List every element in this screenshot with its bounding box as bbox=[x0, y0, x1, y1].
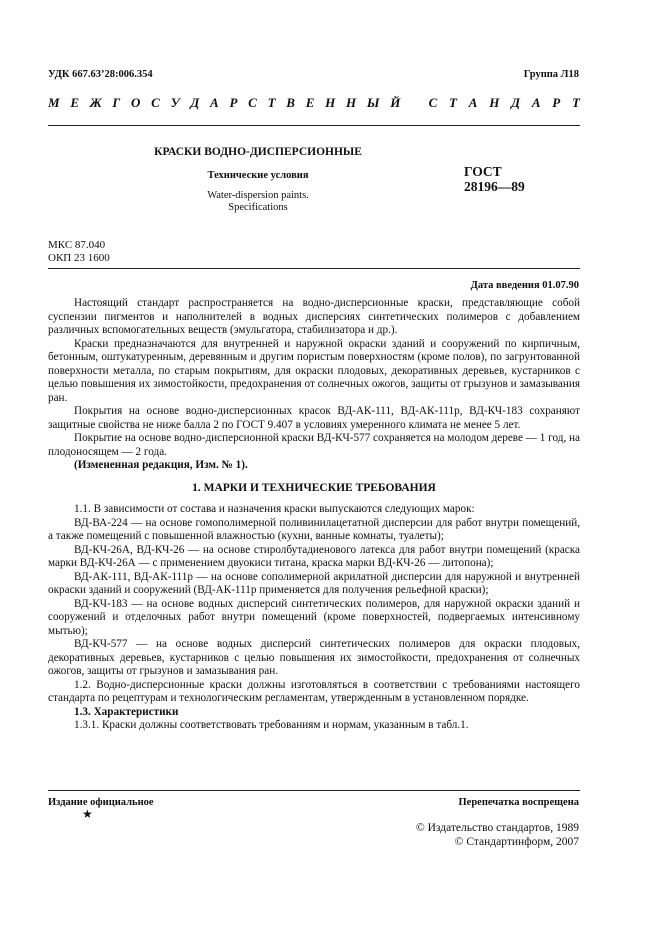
banner-letter: Й bbox=[390, 95, 401, 110]
banner-letter: Г bbox=[112, 95, 121, 110]
star-icon: ★ bbox=[82, 807, 93, 821]
intro-paragraph: Краски предназначаются для внутренней и наружной окраски зданий и сооружений по кирпичным, бетонным, оштукатуренным, деревянным и другим пористым поверхностям (кроме полов), по загрунтованной поверхности металла, по старым покрытиям, для окраски плодовых, декоративных деревьев, кустарников с целью повышения их зимостойкости, предохранения от солнечных ожогов, защиты от грызунов и замазывания ран. bbox=[48, 337, 580, 404]
banner-letter: Н bbox=[325, 95, 336, 110]
gost-number: 28196—89 bbox=[464, 179, 525, 194]
amendment-note: (Измененная редакция, Изм. № 1). bbox=[74, 459, 248, 471]
udk-code: УДК 667.63’28:006.354 bbox=[48, 69, 153, 80]
document-subtitle: Технические условия bbox=[207, 169, 309, 181]
copyright-line: © Издательство стандартов, 1989 bbox=[415, 822, 579, 834]
english-title-line2: Specifications bbox=[228, 202, 288, 213]
clause-1-3-heading: 1.3. Характеристики bbox=[74, 705, 179, 718]
banner-letter: А bbox=[210, 95, 219, 110]
banner-letter: Т bbox=[572, 95, 580, 110]
banner-letter: Т bbox=[449, 95, 457, 110]
banner-letter: А bbox=[468, 95, 478, 110]
spaced-letters-left bbox=[48, 96, 401, 110]
group-code: Группа Л18 bbox=[523, 69, 579, 80]
banner-letter: А bbox=[531, 95, 541, 110]
document-title: КРАСКИ ВОДНО-ДИСПЕРСИОННЫЕ bbox=[154, 146, 362, 158]
introduction-date: Дата введения 01.07.90 bbox=[470, 280, 579, 291]
banner-letter: Н bbox=[346, 95, 357, 110]
official-edition-label: Издание официальное bbox=[48, 797, 154, 808]
banner-letter: В bbox=[286, 95, 295, 110]
clause-1-2: 1.2. Водно-дисперсионные краски должны изготовляться в соответствии с требованиями настоящего стандарта по рецептурам и технологическим регламентам, утвержденным в установленном порядке. bbox=[48, 678, 580, 704]
copyright-block bbox=[416, 822, 579, 849]
english-title bbox=[140, 190, 376, 214]
title-block bbox=[140, 146, 376, 214]
reprint-prohibited-label: Перепечатка воспрещена bbox=[458, 797, 579, 808]
english-title-line1: Water-dispersion paints. bbox=[207, 190, 309, 201]
standard-type-banner bbox=[48, 96, 580, 110]
mks-code: МКС 87.040 bbox=[48, 239, 106, 251]
banner-letter: С bbox=[248, 95, 257, 110]
codes-rule bbox=[48, 268, 580, 269]
intro-paragraph: Покрытие на основе водно-дисперсионной краски ВД-КЧ-577 сохраняется на молодом дереве — 1 год, на плодоносящем — 2 года. bbox=[48, 432, 580, 458]
clause-1-1: 1.1. В зависимости от состава и назначения краски выпускаются следующих марок: bbox=[74, 503, 475, 515]
okp-code: ОКП 23 1600 bbox=[48, 252, 110, 264]
banner-letter: С bbox=[428, 95, 438, 110]
footer-rule bbox=[48, 790, 580, 791]
header-rule bbox=[48, 125, 580, 126]
banner-letter: Д bbox=[511, 95, 521, 110]
banner-letter: Ы bbox=[366, 95, 380, 110]
intro-paragraph: Настоящий стандарт распространяется на водно-дисперсионные краски, представляющие собой суспензии пигментов и наполнителей в водных дисперсиях синтетических полимеров с добавлением различных вспомогательных веществ (эмульгатора, стабилизатора и др.). bbox=[48, 297, 580, 336]
spaced-letters-right bbox=[429, 96, 580, 110]
copyright-line: © Стандартинформ, 2007 bbox=[454, 835, 579, 848]
gost-designation bbox=[464, 164, 554, 194]
mark-item: ВД-КЧ-26А, ВД-КЧ-26 — на основе стиролбутадиенового латекса для работ внутри помещений (краска марки ВД-КЧ-26А — с применением двуокиси титана, краска марки ВД-КЧ-26 — литопона); bbox=[48, 543, 580, 569]
mark-item: ВД-АК-111, ВД-АК-111р — на основе сополимерной акрилатной дисперсии для наружной и внутренней окраски зданий и сооружений (ВД-АК-111р применяется для получения рельефной краски); bbox=[48, 570, 580, 596]
mark-item: ВД-ВА-224 — на основе гомополимерной поливинилацетатной дисперсии для работ внутри помещений, а также помещений с повышенной влажностью (кухни, ванные комнаты, туалеты); bbox=[48, 516, 580, 542]
classification-codes bbox=[48, 239, 110, 265]
banner-letter: У bbox=[170, 95, 180, 110]
banner-letter: Т bbox=[267, 95, 276, 110]
banner-letter: Н bbox=[489, 95, 500, 110]
clause-1-3-1: 1.3.1. Краски должны соответствовать требованиям и нормам, указанным в табл.1. bbox=[74, 719, 469, 731]
section-heading: 1. МАРКИ И ТЕХНИЧЕСКИЕ ТРЕБОВАНИЯ bbox=[192, 481, 436, 494]
document-body bbox=[48, 297, 580, 733]
banner-letter: Е bbox=[305, 95, 315, 110]
intro-paragraph: Покрытия на основе водно-дисперсионных красок ВД-АК-111, ВД-АК-111р, ВД-КЧ-183 сохраняют защитные свойства не ниже балла 2 по ГОСТ 9.407 в условиях умеренного климата не менее 5 лет. bbox=[48, 405, 580, 431]
banner-letter: О bbox=[131, 95, 141, 110]
mark-item: ВД-КЧ-577 — на основе водных дисперсий синтетических полимеров для окраски плодовых, декоративных деревьев, кустарников с целью повышения их зимостойкости, предохранения от солнечных ожогов, защиты от грызунов и замазывания ран. bbox=[48, 638, 580, 677]
banner-letter: Р bbox=[552, 95, 561, 110]
gost-label: ГОСТ bbox=[464, 164, 502, 179]
banner-letter: М bbox=[48, 95, 60, 110]
banner-letter: Ж bbox=[89, 95, 102, 110]
banner-letter: Д bbox=[190, 95, 200, 110]
banner-letter: С bbox=[151, 95, 160, 110]
banner-letter: Р bbox=[229, 95, 238, 110]
banner-letter: Е bbox=[70, 95, 79, 110]
mark-item: ВД-КЧ-183 — на основе водных дисперсий синтетических полимеров, для наружной окраски зданий и сооружений и отделочных работ внутри помещений (кроме поверхностей, подвергаемых интенсивному мытью); bbox=[48, 597, 580, 637]
